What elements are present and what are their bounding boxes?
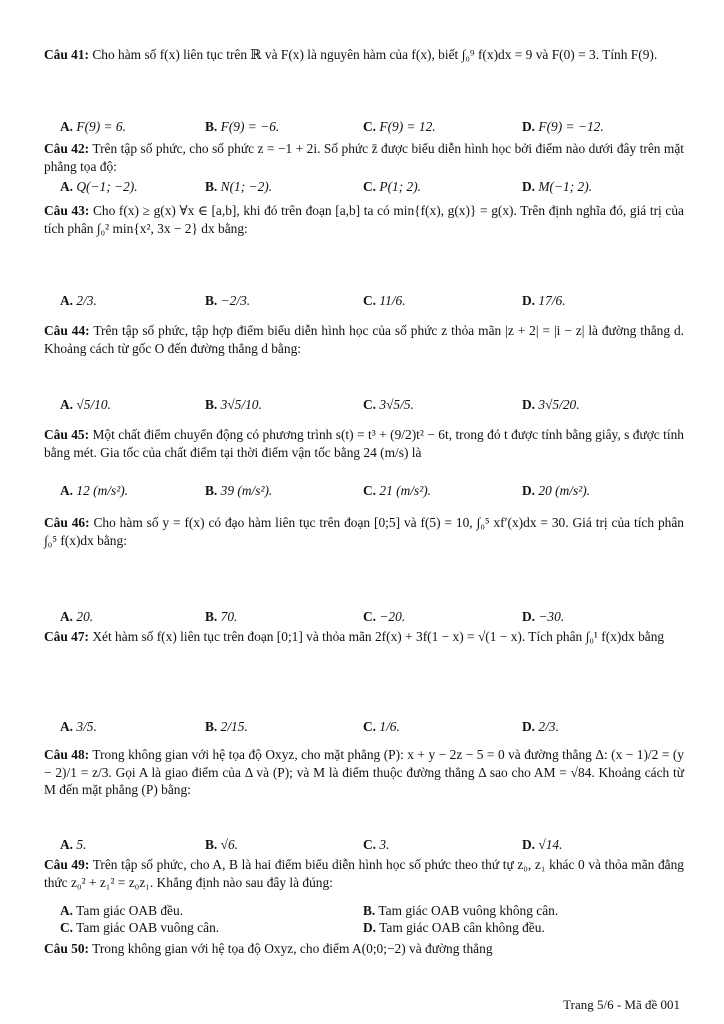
- question-number: Câu 50:: [44, 941, 90, 956]
- question-46: [44, 514, 684, 549]
- option-d[interactable]: D. √14.: [522, 837, 563, 852]
- option-d[interactable]: D. 2/3.: [522, 719, 559, 734]
- question-43: [44, 202, 684, 237]
- question-number: Câu 45:: [44, 427, 90, 442]
- option-a[interactable]: A. F(9) = 6.: [60, 119, 126, 134]
- option-a[interactable]: A. Tam giác OAB đều.: [60, 903, 184, 918]
- question-41: [44, 46, 684, 64]
- option-d[interactable]: D. 3√5/20.: [522, 397, 580, 412]
- option-d[interactable]: D. F(9) = −12.: [522, 119, 604, 134]
- option-b[interactable]: B. √6.: [205, 837, 239, 852]
- question-text: Cho hàm số f(x) liên tục trên ℝ và F(x) là nguyên hàm của f(x), biết ∫₀⁹ f(x)dx = 9 và F(0) = 3. Tính F(9).: [92, 47, 658, 62]
- question-number: Câu 42:: [44, 141, 90, 156]
- question-number: Câu 41:: [44, 47, 90, 62]
- question-47: [44, 628, 684, 646]
- question-text: Xét hàm số f(x) liên tục trên đoạn [0;1] và thỏa mãn 2f(x) + 3f(1 − x) = √(1 − x). Tích phân ∫₀¹ f(x)dx bằng: [92, 629, 665, 644]
- options-44: [60, 396, 680, 416]
- option-b[interactable]: B. 3√5/10.: [205, 397, 262, 412]
- option-d[interactable]: D. M(−1; 2).: [522, 179, 593, 194]
- options-47: [60, 718, 680, 738]
- question-text: Một chất điểm chuyển động có phương trình s(t) = t³ + (9/2)t² − 6t, trong đó t được tính bằng giây, s được tính bằng mét. Gia tốc của chất điểm tại thời điểm vận tốc bằng 24 (m/s) là: [44, 427, 684, 460]
- question-number: Câu 44:: [44, 323, 90, 338]
- options-42: [60, 178, 680, 198]
- options-43: [60, 292, 680, 312]
- options-46: [60, 608, 680, 628]
- question-text: Trên tập số phức, cho A, B là hai điểm biểu diễn hình học số phức theo thứ tự z₀, z₁ khác 0 và thỏa mãn đẳng thức z₀² + z₁² = z₀z₁. Khẳng định nào sau đây là đúng:: [44, 857, 685, 890]
- question-50: [44, 940, 684, 958]
- question-text: Trên tập số phức, cho số phức z = −1 + 2i. Số phức z̄ được biểu diễn hình học bởi điểm nào dưới đây trên mặt phẳng tọa độ:: [44, 141, 685, 174]
- option-c[interactable]: C. 3.: [363, 837, 390, 852]
- option-d[interactable]: D. −30.: [522, 609, 565, 624]
- option-a[interactable]: A. 5.: [60, 837, 87, 852]
- option-b[interactable]: B. 2/15.: [205, 719, 248, 734]
- option-b[interactable]: B. −2/3.: [205, 293, 251, 308]
- question-text: Trong không gian với hệ tọa độ Oxyz, cho điểm A(0;0;−2) và đường thẳng: [92, 941, 493, 956]
- question-number: Câu 46:: [44, 515, 90, 530]
- option-b[interactable]: B. 39 (m/s²).: [205, 483, 273, 498]
- option-c[interactable]: C. −20.: [363, 609, 406, 624]
- page-footer: Trang 5/6 - Mã đề 001: [563, 997, 680, 1012]
- options-41: [60, 118, 680, 138]
- options-45: [60, 482, 680, 502]
- option-c[interactable]: C. F(9) = 12.: [363, 119, 436, 134]
- question-text: Cho hàm số y = f(x) có đạo hàm liên tục trên đoạn [0;5] và f(5) = 10, ∫₀⁵ xf′(x)dx = 30. Giá trị của tích phân ∫₀⁵ f(x)dx bằng:: [44, 515, 684, 548]
- option-c[interactable]: C. P(1; 2).: [363, 179, 422, 194]
- question-number: Câu 43:: [44, 203, 90, 218]
- option-d[interactable]: D. 20 (m/s²).: [522, 483, 591, 498]
- option-b[interactable]: B. F(9) = −6.: [205, 119, 280, 134]
- option-c[interactable]: C. 1/6.: [363, 719, 400, 734]
- option-d[interactable]: D. 17/6.: [522, 293, 566, 308]
- option-a[interactable]: A. 3/5.: [60, 719, 97, 734]
- option-c[interactable]: C. Tam giác OAB vuông cân.: [60, 920, 220, 935]
- question-number: Câu 47:: [44, 629, 90, 644]
- question-48: [44, 746, 684, 799]
- question-45: [44, 426, 684, 461]
- question-number: Câu 48:: [44, 747, 90, 762]
- option-c[interactable]: C. 11/6.: [363, 293, 406, 308]
- options-49: [60, 902, 680, 938]
- question-number: Câu 49:: [44, 857, 90, 872]
- option-c[interactable]: C. 3√5/5.: [363, 397, 414, 412]
- question-42: [44, 140, 684, 175]
- option-a[interactable]: A. Q(−1; −2).: [60, 179, 138, 194]
- question-text: Trong không gian với hệ tọa độ Oxyz, cho mặt phẳng (P): x + y − 2z − 5 = 0 và đường thẳng Δ: (x − 1)/2 = (y − 2)/1 = z/3. Gọi A là giao điểm của Δ và (P); và M là điểm thuộc đường thẳng Δ sao cho AM = √84. Khoảng cách từ M đến mặt phẳng (P) bằng:: [44, 747, 684, 798]
- option-a[interactable]: A. 12 (m/s²).: [60, 483, 129, 498]
- question-text: Trên tập số phức, tập hợp điểm biểu diễn hình học của số phức z thỏa mãn |z + 2| = |i − z| là đường thẳng d. Khoảng cách từ gốc O đến đường thẳng d bằng:: [44, 323, 685, 356]
- question-44: [44, 322, 684, 357]
- option-b[interactable]: B. Tam giác OAB vuông không cân.: [363, 903, 559, 918]
- options-48: [60, 836, 680, 856]
- option-a[interactable]: A. 20.: [60, 609, 94, 624]
- option-a[interactable]: A. 2/3.: [60, 293, 97, 308]
- question-text: Cho f(x) ≥ g(x) ∀x ∈ [a,b], khi đó trên đoạn [a,b] ta có min{f(x), g(x)} = g(x). Trên định nghĩa đó, giá trị của tích phân ∫₀² min{x², 3x − 2} dx bằng:: [44, 203, 684, 236]
- option-c[interactable]: C. 21 (m/s²).: [363, 483, 432, 498]
- question-49: [44, 856, 684, 891]
- option-a[interactable]: A. √5/10.: [60, 397, 111, 412]
- option-d[interactable]: D. Tam giác OAB cân không đều.: [363, 920, 545, 935]
- option-b[interactable]: B. N(1; −2).: [205, 179, 273, 194]
- option-b[interactable]: B. 70.: [205, 609, 238, 624]
